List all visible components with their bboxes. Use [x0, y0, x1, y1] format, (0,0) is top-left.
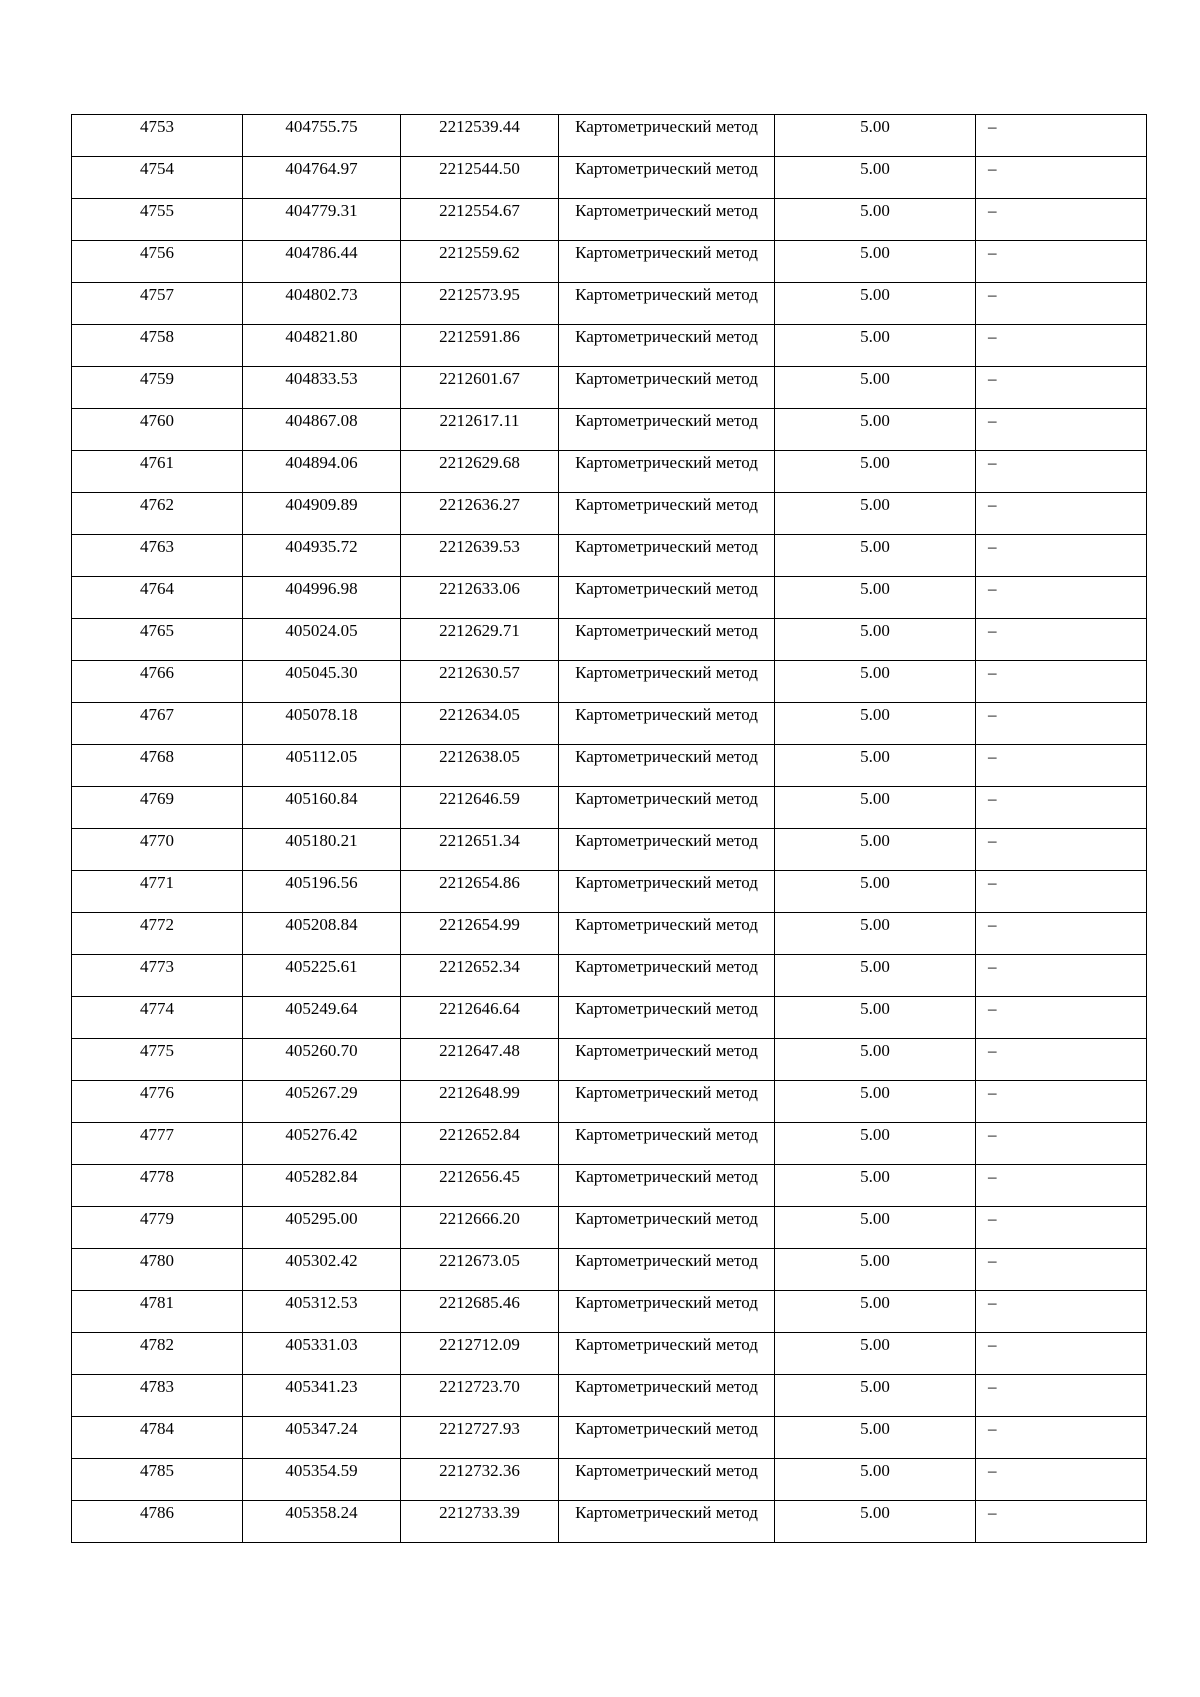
x-coordinate-cell: 404996.98: [243, 577, 401, 619]
x-coordinate-cell: 404867.08: [243, 409, 401, 451]
table-row: [72, 367, 1147, 409]
method-cell: Картометрический метод: [559, 745, 775, 787]
accuracy-cell: 5.00: [775, 703, 976, 745]
table-row: [72, 1039, 1147, 1081]
accuracy-cell: 5.00: [775, 493, 976, 535]
point-number-cell: 4773: [72, 955, 243, 997]
y-coordinate-cell: 2212646.64: [401, 997, 559, 1039]
x-coordinate-cell: 405341.23: [243, 1375, 401, 1417]
x-coordinate-cell: 405358.24: [243, 1501, 401, 1543]
x-coordinate-cell: 405282.84: [243, 1165, 401, 1207]
table-row: [72, 409, 1147, 451]
point-number-cell: 4781: [72, 1291, 243, 1333]
note-cell: –: [976, 1165, 1147, 1207]
table-row: [72, 703, 1147, 745]
note-cell: –: [976, 703, 1147, 745]
accuracy-cell: 5.00: [775, 241, 976, 283]
note-cell: –: [976, 1417, 1147, 1459]
y-coordinate-cell: 2212654.99: [401, 913, 559, 955]
point-number-cell: 4783: [72, 1375, 243, 1417]
method-cell: Картометрический метод: [559, 787, 775, 829]
x-coordinate-cell: 405180.21: [243, 829, 401, 871]
method-cell: Картометрический метод: [559, 1081, 775, 1123]
table-row: [72, 619, 1147, 661]
accuracy-cell: 5.00: [775, 157, 976, 199]
note-cell: –: [976, 745, 1147, 787]
table-body: [72, 115, 1147, 1543]
accuracy-cell: 5.00: [775, 661, 976, 703]
note-cell: –: [976, 1081, 1147, 1123]
x-coordinate-cell: 404779.31: [243, 199, 401, 241]
point-number-cell: 4776: [72, 1081, 243, 1123]
note-cell: –: [976, 367, 1147, 409]
accuracy-cell: 5.00: [775, 1207, 976, 1249]
x-coordinate-cell: 404935.72: [243, 535, 401, 577]
x-coordinate-cell: 405196.56: [243, 871, 401, 913]
table-row: [72, 787, 1147, 829]
note-cell: –: [976, 157, 1147, 199]
note-cell: –: [976, 115, 1147, 157]
note-cell: –: [976, 787, 1147, 829]
method-cell: Картометрический метод: [559, 871, 775, 913]
method-cell: Картометрический метод: [559, 241, 775, 283]
table-row: [72, 199, 1147, 241]
y-coordinate-cell: 2212652.84: [401, 1123, 559, 1165]
y-coordinate-cell: 2212712.09: [401, 1333, 559, 1375]
table-row: [72, 1249, 1147, 1291]
method-cell: Картометрический метод: [559, 1039, 775, 1081]
accuracy-cell: 5.00: [775, 367, 976, 409]
note-cell: –: [976, 577, 1147, 619]
x-coordinate-cell: 404786.44: [243, 241, 401, 283]
accuracy-cell: 5.00: [775, 1081, 976, 1123]
method-cell: Картометрический метод: [559, 913, 775, 955]
y-coordinate-cell: 2212652.34: [401, 955, 559, 997]
method-cell: Картометрический метод: [559, 409, 775, 451]
method-cell: Картометрический метод: [559, 367, 775, 409]
coordinates-table: [71, 114, 1147, 1543]
point-number-cell: 4754: [72, 157, 243, 199]
accuracy-cell: 5.00: [775, 1249, 976, 1291]
accuracy-cell: 5.00: [775, 955, 976, 997]
accuracy-cell: 5.00: [775, 1375, 976, 1417]
method-cell: Картометрический метод: [559, 493, 775, 535]
accuracy-cell: 5.00: [775, 325, 976, 367]
accuracy-cell: 5.00: [775, 1459, 976, 1501]
accuracy-cell: 5.00: [775, 619, 976, 661]
x-coordinate-cell: 405267.29: [243, 1081, 401, 1123]
point-number-cell: 4760: [72, 409, 243, 451]
point-number-cell: 4768: [72, 745, 243, 787]
x-coordinate-cell: 404833.53: [243, 367, 401, 409]
method-cell: Картометрический метод: [559, 1375, 775, 1417]
accuracy-cell: 5.00: [775, 1039, 976, 1081]
table-row: [72, 871, 1147, 913]
accuracy-cell: 5.00: [775, 787, 976, 829]
accuracy-cell: 5.00: [775, 829, 976, 871]
y-coordinate-cell: 2212732.36: [401, 1459, 559, 1501]
x-coordinate-cell: 405112.05: [243, 745, 401, 787]
table-row: [72, 325, 1147, 367]
table-row: [72, 283, 1147, 325]
x-coordinate-cell: 405331.03: [243, 1333, 401, 1375]
table-row: [72, 661, 1147, 703]
table-row: [72, 1165, 1147, 1207]
y-coordinate-cell: 2212629.68: [401, 451, 559, 493]
method-cell: Картометрический метод: [559, 1165, 775, 1207]
method-cell: Картометрический метод: [559, 283, 775, 325]
x-coordinate-cell: 405354.59: [243, 1459, 401, 1501]
point-number-cell: 4786: [72, 1501, 243, 1543]
point-number-cell: 4774: [72, 997, 243, 1039]
note-cell: –: [976, 871, 1147, 913]
point-number-cell: 4785: [72, 1459, 243, 1501]
method-cell: Картометрический метод: [559, 1249, 775, 1291]
y-coordinate-cell: 2212654.86: [401, 871, 559, 913]
accuracy-cell: 5.00: [775, 409, 976, 451]
x-coordinate-cell: 405249.64: [243, 997, 401, 1039]
point-number-cell: 4756: [72, 241, 243, 283]
x-coordinate-cell: 404802.73: [243, 283, 401, 325]
table-row: [72, 997, 1147, 1039]
y-coordinate-cell: 2212554.67: [401, 199, 559, 241]
accuracy-cell: 5.00: [775, 1291, 976, 1333]
method-cell: Картометрический метод: [559, 157, 775, 199]
table-row: [72, 1291, 1147, 1333]
x-coordinate-cell: 405276.42: [243, 1123, 401, 1165]
table-row: [72, 451, 1147, 493]
note-cell: –: [976, 1333, 1147, 1375]
y-coordinate-cell: 2212723.70: [401, 1375, 559, 1417]
point-number-cell: 4777: [72, 1123, 243, 1165]
method-cell: Картометрический метод: [559, 1459, 775, 1501]
x-coordinate-cell: 405024.05: [243, 619, 401, 661]
note-cell: –: [976, 1375, 1147, 1417]
note-cell: –: [976, 913, 1147, 955]
accuracy-cell: 5.00: [775, 913, 976, 955]
note-cell: –: [976, 661, 1147, 703]
note-cell: –: [976, 325, 1147, 367]
table-row: [72, 241, 1147, 283]
table-row: [72, 1081, 1147, 1123]
note-cell: –: [976, 1039, 1147, 1081]
table-row: [72, 829, 1147, 871]
method-cell: Картометрический метод: [559, 325, 775, 367]
x-coordinate-cell: 405302.42: [243, 1249, 401, 1291]
note-cell: –: [976, 241, 1147, 283]
y-coordinate-cell: 2212629.71: [401, 619, 559, 661]
accuracy-cell: 5.00: [775, 1165, 976, 1207]
y-coordinate-cell: 2212633.06: [401, 577, 559, 619]
method-cell: Картометрический метод: [559, 1123, 775, 1165]
accuracy-cell: 5.00: [775, 871, 976, 913]
point-number-cell: 4779: [72, 1207, 243, 1249]
x-coordinate-cell: 405295.00: [243, 1207, 401, 1249]
x-coordinate-cell: 405078.18: [243, 703, 401, 745]
table-row: [72, 1459, 1147, 1501]
x-coordinate-cell: 404755.75: [243, 115, 401, 157]
point-number-cell: 4772: [72, 913, 243, 955]
table-row: [72, 1207, 1147, 1249]
method-cell: Картометрический метод: [559, 1207, 775, 1249]
method-cell: Картометрический метод: [559, 1501, 775, 1543]
point-number-cell: 4763: [72, 535, 243, 577]
point-number-cell: 4766: [72, 661, 243, 703]
accuracy-cell: 5.00: [775, 1417, 976, 1459]
table-row: [72, 1375, 1147, 1417]
method-cell: Картометрический метод: [559, 997, 775, 1039]
note-cell: –: [976, 829, 1147, 871]
table-row: [72, 1333, 1147, 1375]
y-coordinate-cell: 2212630.57: [401, 661, 559, 703]
note-cell: –: [976, 199, 1147, 241]
method-cell: Картометрический метод: [559, 199, 775, 241]
accuracy-cell: 5.00: [775, 451, 976, 493]
x-coordinate-cell: 404821.80: [243, 325, 401, 367]
y-coordinate-cell: 2212634.05: [401, 703, 559, 745]
accuracy-cell: 5.00: [775, 577, 976, 619]
method-cell: Картометрический метод: [559, 115, 775, 157]
point-number-cell: 4778: [72, 1165, 243, 1207]
point-number-cell: 4780: [72, 1249, 243, 1291]
method-cell: Картометрический метод: [559, 661, 775, 703]
table-row: [72, 955, 1147, 997]
point-number-cell: 4759: [72, 367, 243, 409]
table-row: [72, 1417, 1147, 1459]
point-number-cell: 4755: [72, 199, 243, 241]
table-row: [72, 493, 1147, 535]
note-cell: –: [976, 997, 1147, 1039]
note-cell: –: [976, 1123, 1147, 1165]
note-cell: –: [976, 493, 1147, 535]
accuracy-cell: 5.00: [775, 745, 976, 787]
note-cell: –: [976, 1249, 1147, 1291]
accuracy-cell: 5.00: [775, 997, 976, 1039]
point-number-cell: 4762: [72, 493, 243, 535]
accuracy-cell: 5.00: [775, 1123, 976, 1165]
y-coordinate-cell: 2212646.59: [401, 787, 559, 829]
point-number-cell: 4767: [72, 703, 243, 745]
y-coordinate-cell: 2212651.34: [401, 829, 559, 871]
y-coordinate-cell: 2212673.05: [401, 1249, 559, 1291]
method-cell: Картометрический метод: [559, 955, 775, 997]
x-coordinate-cell: 405160.84: [243, 787, 401, 829]
x-coordinate-cell: 404909.89: [243, 493, 401, 535]
y-coordinate-cell: 2212733.39: [401, 1501, 559, 1543]
table-row: [72, 577, 1147, 619]
table-row: [72, 745, 1147, 787]
y-coordinate-cell: 2212636.27: [401, 493, 559, 535]
table-row: [72, 1123, 1147, 1165]
method-cell: Картометрический метод: [559, 1417, 775, 1459]
table-row: [72, 913, 1147, 955]
y-coordinate-cell: 2212727.93: [401, 1417, 559, 1459]
x-coordinate-cell: 405208.84: [243, 913, 401, 955]
accuracy-cell: 5.00: [775, 1501, 976, 1543]
point-number-cell: 4775: [72, 1039, 243, 1081]
table-row: [72, 157, 1147, 199]
note-cell: –: [976, 1207, 1147, 1249]
method-cell: Картометрический метод: [559, 703, 775, 745]
point-number-cell: 4761: [72, 451, 243, 493]
y-coordinate-cell: 2212666.20: [401, 1207, 559, 1249]
y-coordinate-cell: 2212617.11: [401, 409, 559, 451]
table-row: [72, 115, 1147, 157]
y-coordinate-cell: 2212591.86: [401, 325, 559, 367]
table-row: [72, 1501, 1147, 1543]
y-coordinate-cell: 2212539.44: [401, 115, 559, 157]
x-coordinate-cell: 405045.30: [243, 661, 401, 703]
point-number-cell: 4769: [72, 787, 243, 829]
note-cell: –: [976, 409, 1147, 451]
accuracy-cell: 5.00: [775, 1333, 976, 1375]
accuracy-cell: 5.00: [775, 283, 976, 325]
x-coordinate-cell: 404764.97: [243, 157, 401, 199]
accuracy-cell: 5.00: [775, 535, 976, 577]
note-cell: –: [976, 955, 1147, 997]
method-cell: Картометрический метод: [559, 535, 775, 577]
y-coordinate-cell: 2212573.95: [401, 283, 559, 325]
note-cell: –: [976, 1459, 1147, 1501]
x-coordinate-cell: 405347.24: [243, 1417, 401, 1459]
method-cell: Картометрический метод: [559, 1291, 775, 1333]
note-cell: –: [976, 283, 1147, 325]
y-coordinate-cell: 2212647.48: [401, 1039, 559, 1081]
accuracy-cell: 5.00: [775, 199, 976, 241]
point-number-cell: 4753: [72, 115, 243, 157]
note-cell: –: [976, 451, 1147, 493]
x-coordinate-cell: 405260.70: [243, 1039, 401, 1081]
point-number-cell: 4758: [72, 325, 243, 367]
y-coordinate-cell: 2212544.50: [401, 157, 559, 199]
point-number-cell: 4784: [72, 1417, 243, 1459]
x-coordinate-cell: 405312.53: [243, 1291, 401, 1333]
note-cell: –: [976, 619, 1147, 661]
y-coordinate-cell: 2212559.62: [401, 241, 559, 283]
method-cell: Картометрический метод: [559, 619, 775, 661]
method-cell: Картометрический метод: [559, 829, 775, 871]
x-coordinate-cell: 405225.61: [243, 955, 401, 997]
y-coordinate-cell: 2212639.53: [401, 535, 559, 577]
point-number-cell: 4764: [72, 577, 243, 619]
table-row: [72, 535, 1147, 577]
y-coordinate-cell: 2212648.99: [401, 1081, 559, 1123]
note-cell: –: [976, 1501, 1147, 1543]
y-coordinate-cell: 2212638.05: [401, 745, 559, 787]
x-coordinate-cell: 404894.06: [243, 451, 401, 493]
method-cell: Картометрический метод: [559, 577, 775, 619]
point-number-cell: 4770: [72, 829, 243, 871]
method-cell: Картометрический метод: [559, 451, 775, 493]
note-cell: –: [976, 1291, 1147, 1333]
method-cell: Картометрический метод: [559, 1333, 775, 1375]
point-number-cell: 4771: [72, 871, 243, 913]
point-number-cell: 4782: [72, 1333, 243, 1375]
y-coordinate-cell: 2212656.45: [401, 1165, 559, 1207]
y-coordinate-cell: 2212601.67: [401, 367, 559, 409]
point-number-cell: 4765: [72, 619, 243, 661]
point-number-cell: 4757: [72, 283, 243, 325]
accuracy-cell: 5.00: [775, 115, 976, 157]
y-coordinate-cell: 2212685.46: [401, 1291, 559, 1333]
note-cell: –: [976, 535, 1147, 577]
